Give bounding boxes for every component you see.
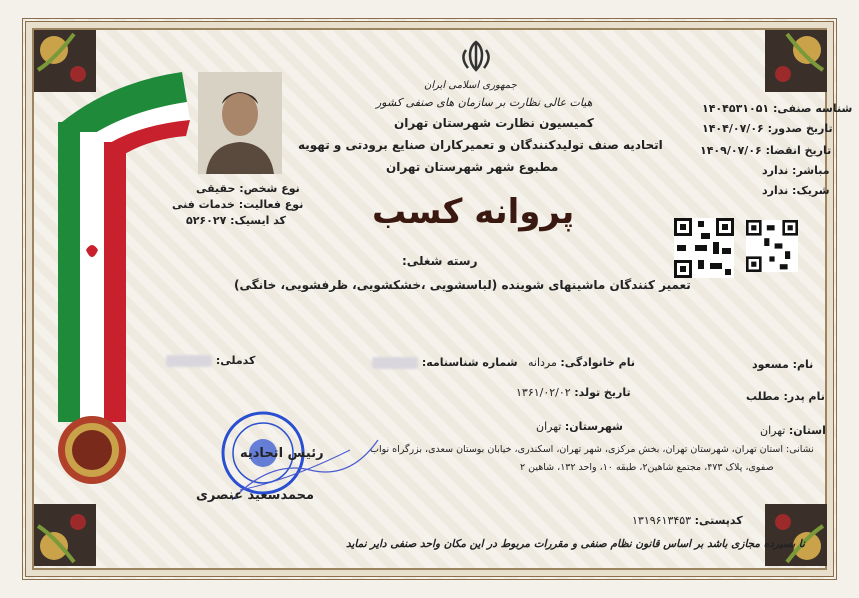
board-name: هیات عالی نظارت بر سازمان های صنفی کشور <box>376 96 593 109</box>
commission-name: کمیسیون نظارت شهرستان تهران <box>394 116 594 130</box>
postal-code-row: کدپستی: ۱۳۱۹۶۱۳۴۵۳ <box>632 514 743 527</box>
job-label: رسته شغلی: <box>402 254 478 268</box>
corner-ornament-icon <box>765 30 827 92</box>
id-number-row: شماره شناسنامه: <box>372 356 518 369</box>
redacted-national-code <box>166 355 212 367</box>
last-name-row <box>528 356 635 369</box>
signature-role: رئیس اتحادیه <box>240 446 324 461</box>
guild-seal-icon <box>56 414 128 486</box>
birth-date: ۱۳۶۱/۰۲/۰۲ <box>516 386 571 399</box>
expiry-date: تاریخ انقضا: ۱۴۰۹/۰۷/۰۶ <box>700 144 832 157</box>
region-name: مطبوع شهر شهرستان تهران <box>386 160 559 174</box>
corner-ornament-icon <box>765 504 827 566</box>
country-name: جمهوری اسلامی ایران <box>424 80 517 91</box>
father-name: نام پدر: مطلب <box>746 390 825 403</box>
footer-note: نا بسیرده مجازی باشد بر اساس قانون نظام صنفی و مقررات مربوط در این مکان واحد صنفی دایر نماید <box>346 538 805 550</box>
iran-emblem-icon <box>458 38 494 74</box>
activity-type: نوع فعالیت: خدمات فنی <box>172 198 304 211</box>
qr-code-icon <box>746 220 798 272</box>
isic-code: کد ایسیک: ۵۲۶۰۲۷ <box>186 214 286 227</box>
last-name-label: نام خانوادگی: <box>560 356 635 369</box>
address-line-1: نشانی: استان تهران، شهرستان تهران، بخش مرکزی، شهر تهران، اسکندری، خیابان بوستان سعدی، بزرگراه نواب <box>370 444 814 455</box>
city-row: شهرستان: تهران <box>536 420 623 433</box>
corner-ornament-icon <box>34 504 96 566</box>
flag-ribbon-icon <box>52 62 192 422</box>
guild-id: شناسه صنفی: ۱۴۰۴۵۳۱۰۵۱ <box>702 102 853 115</box>
person-photo-icon <box>198 72 282 174</box>
postal-code: ۱۳۱۹۶۱۳۴۵۳ <box>632 514 692 527</box>
qr-code-icon <box>674 218 734 278</box>
union-name: اتحادیه صنف تولیدکنندگان و تعمیرکاران صنایع برودتی و تهویه <box>298 138 663 152</box>
address-line-2: صفوی، پلاک ۴۷۳، مجتمع شاهین۲، طبقه ۱۰، واحد ۱۳۲، شاهین ۲ <box>520 462 774 473</box>
partner: شریک: ندارد <box>762 184 830 197</box>
certificate-title: پروانه کسب <box>372 192 575 232</box>
owner-photo <box>198 72 282 174</box>
person-type: نوع شخص: حقیقی <box>196 182 300 195</box>
redacted-id <box>372 357 418 369</box>
last-name: مردانه <box>528 356 557 369</box>
first-name: نام: مسعود <box>752 358 814 371</box>
manager: مباشر: ندارد <box>762 164 830 177</box>
job-value: تعمیر کنندگان ماشینهای شوینده (لباسشویی ،خشکشویی، ظرفشویی، خانگی) <box>234 278 691 292</box>
birth-date-row: تاریخ تولد: ۱۳۶۱/۰۲/۰۲ <box>516 386 631 399</box>
national-code-row: کدملی: <box>166 354 255 367</box>
issue-date: تاریخ صدور: ۱۴۰۴/۰۷/۰۶ <box>702 122 833 135</box>
province-row: استان: تهران <box>760 424 826 437</box>
signature-name: محمدسعید عنصری <box>196 488 315 503</box>
